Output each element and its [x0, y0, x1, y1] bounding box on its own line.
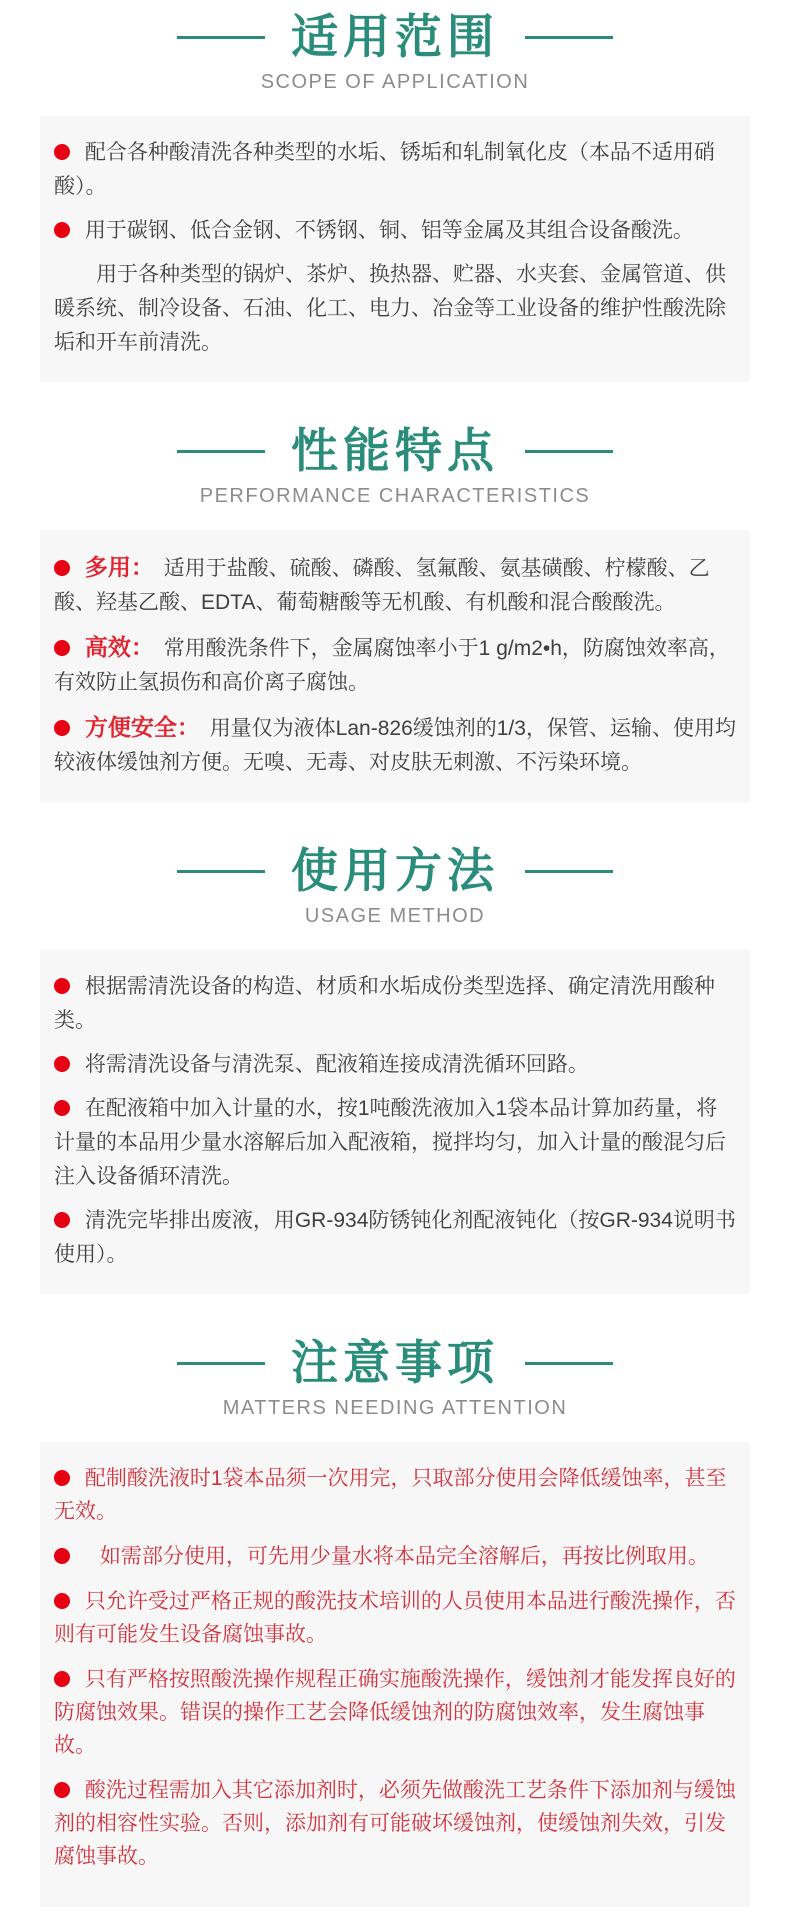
bullet-dot-icon [54, 1593, 70, 1609]
item-label: 高效： [84, 634, 154, 661]
bullet-dot-icon [54, 1548, 70, 1564]
list-item [54, 970, 736, 1038]
bullet-dot-icon [54, 1470, 70, 1486]
heading-right-dash-icon [525, 36, 613, 39]
heading-right-dash-icon [525, 870, 613, 873]
heading-left-dash-icon [177, 450, 265, 453]
section-content [40, 950, 750, 1294]
section-title: 性能特点 [291, 424, 499, 478]
item-text: 用量仅为液体Lan-826缓蚀剂的1/3，保管、运输、使用均较液体缓蚀剂方便。无嗅、无毒、对皮肤无刺激、不污染环境。 [54, 717, 736, 775]
item-text: 在配液箱中加入计量的水，按1吨酸洗液加入1袋本品计算加药量，将计量的本品用少量水溶解后加入配液箱，搅拌均匀，加入计量的酸混匀后注入设备循环清洗。 [54, 1097, 726, 1189]
section-title: 使用方法 [291, 844, 499, 898]
bullet-dot-icon [54, 560, 70, 576]
item-text: 只允许受过严格正规的酸洗技术培训的人员使用本品进行酸洗操作，否则有可能发生设备腐蚀事故。 [54, 1590, 736, 1647]
item-text: 清洗完毕排出废液，用GR-934防锈钝化剂配液钝化（按GR-934说明书使用）。 [54, 1209, 736, 1267]
bullet-dot-icon [54, 1056, 70, 1072]
bullet-dot-icon [54, 222, 70, 238]
section-subtitle: PERFORMANCE CHARACTERISTICS [199, 485, 591, 508]
list-item [54, 1092, 736, 1194]
bullet-dot-icon [54, 720, 70, 736]
item-text: 配合各种酸清洗各种类型的水垢、锈垢和轧制氧化皮（本品不适用硝酸）。 [54, 141, 715, 199]
section-content [40, 116, 750, 382]
item-text: 用于碳钢、低合金钢、不锈钢、铜、铝等金属及其组合设备酸洗。 [84, 219, 694, 243]
item-text: 常用酸洗条件下，金属腐蚀率小于1 g/m2•h，防腐蚀效率高，有效防止氢损伤和高价离子腐蚀。 [54, 637, 730, 695]
list-item [54, 214, 736, 248]
item-label: 多用： [84, 554, 154, 581]
item-text: 酸洗过程需加入其它添加剂时，必须先做酸洗工艺条件下添加剂与缓蚀剂的相容性实验。否则，添加剂有可能破坏缓蚀剂，使缓蚀剂失效，引发腐蚀事故。 [54, 1779, 736, 1869]
list-item [54, 1204, 736, 1272]
list-item [54, 136, 736, 204]
section-performance [0, 382, 790, 802]
bullet-dot-icon [54, 978, 70, 994]
bullet-dot-icon [54, 640, 70, 656]
list-item [54, 630, 736, 700]
list-item [54, 1663, 736, 1762]
heading-left-dash-icon [177, 870, 265, 873]
item-text: 如需部分使用，可先用少量水将本品完全溶解后，再按比例取用。 [99, 1545, 709, 1569]
list-item [54, 258, 736, 360]
section-heading [0, 10, 790, 64]
section-scope [0, 0, 790, 382]
bullet-dot-icon [54, 1100, 70, 1116]
bullet-dot-icon [54, 1671, 70, 1687]
heading-right-dash-icon [525, 1362, 613, 1365]
list-item [54, 1540, 736, 1573]
item-text: 将需清洗设备与清洗泵、配液箱连接成清洗循环回路。 [84, 1053, 589, 1077]
section-heading [0, 424, 790, 478]
item-text: 用于各种类型的锅炉、茶炉、换热器、贮器、水夹套、金属管道、供暖系统、制冷设备、石油、化工、电力、冶金等工业设备的维护性酸洗除垢和开车前清洗。 [54, 263, 726, 355]
item-text: 根据需清洗设备的构造、材质和水垢成份类型选择、确定清洗用酸种类。 [54, 975, 715, 1033]
item-label: 方便安全： [84, 714, 200, 741]
bullet-dot-icon [54, 144, 70, 160]
item-text: 适用于盐酸、硫酸、磷酸、氢氟酸、氨基磺酸、柠檬酸、乙酸、羟基乙酸、EDTA、葡萄糖酸等无机酸、有机酸和混合酸酸洗。 [54, 557, 710, 615]
section-heading [0, 844, 790, 898]
item-text: 配制酸洗液时1袋本品须一次用完，只取部分使用会降低缓蚀率，甚至无效。 [54, 1467, 727, 1524]
list-item [54, 710, 736, 780]
heading-left-dash-icon [177, 1362, 265, 1365]
list-item [54, 550, 736, 620]
section-heading [0, 1336, 790, 1390]
section-title: 注意事项 [291, 1336, 499, 1390]
section-attention [0, 1294, 790, 1907]
section-subtitle: USAGE METHOD [304, 905, 486, 928]
heading-left-dash-icon [177, 36, 265, 39]
list-item [54, 1585, 736, 1651]
bullet-dot-icon [54, 1782, 70, 1798]
section-usage [0, 802, 790, 1294]
heading-right-dash-icon [525, 450, 613, 453]
list-item [54, 1048, 736, 1082]
list-item [54, 1774, 736, 1873]
section-content [40, 530, 750, 802]
bullet-dot-icon [54, 1212, 70, 1228]
section-subtitle: SCOPE OF APPLICATION [260, 71, 530, 94]
section-subtitle: MATTERS NEEDING ATTENTION [222, 1397, 568, 1420]
section-title: 适用范围 [291, 10, 499, 63]
item-text: 只有严格按照酸洗操作规程正确实施酸洗操作，缓蚀剂才能发挥良好的防腐蚀效果。错误的操作工艺会降低缓蚀剂的防腐蚀效率，发生腐蚀事故。 [54, 1668, 736, 1758]
list-item [54, 1462, 736, 1528]
